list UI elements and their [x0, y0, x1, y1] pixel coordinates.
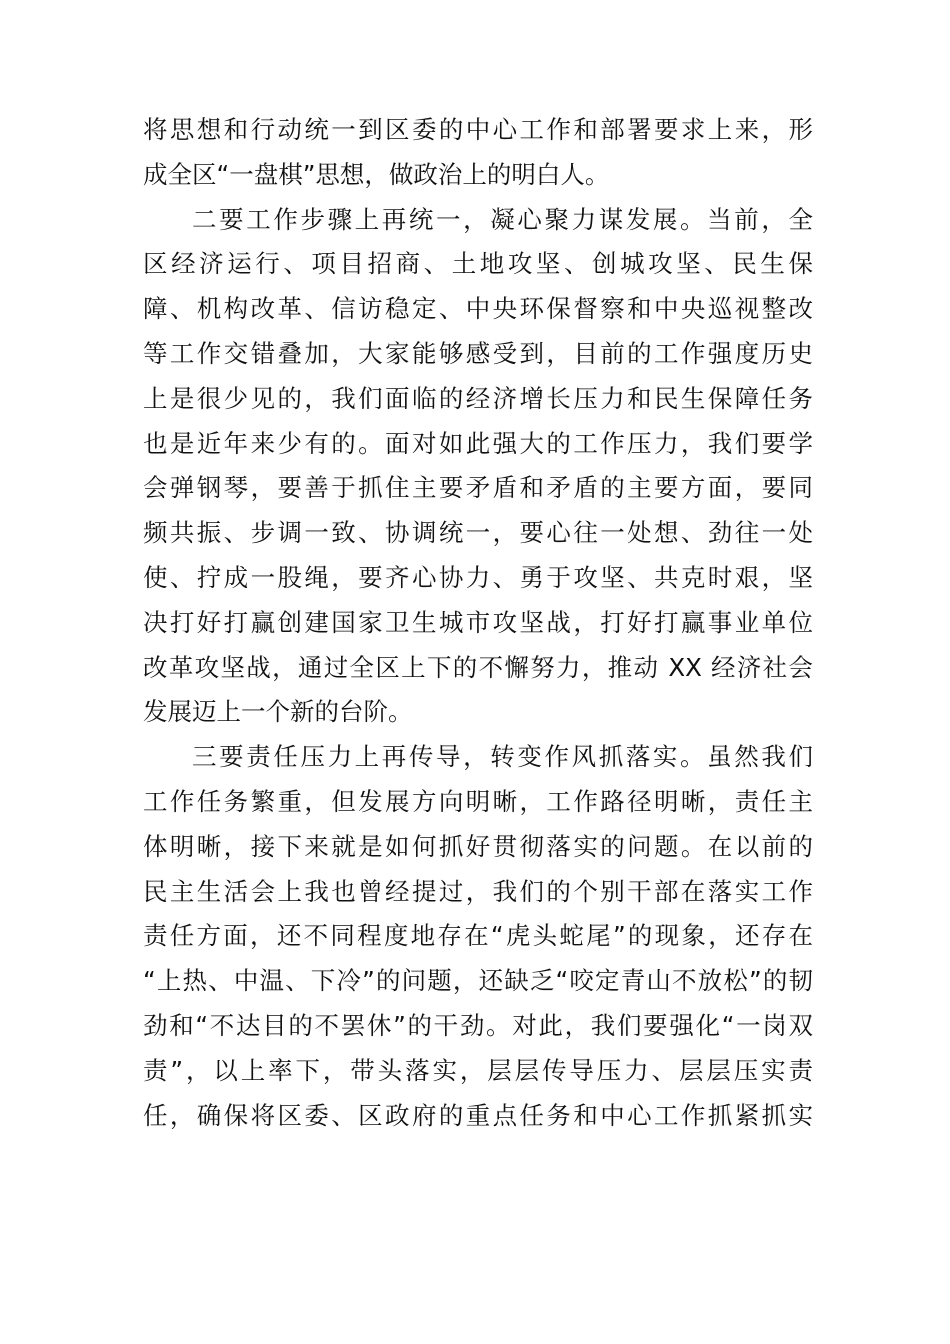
text-line: 频共振、步调一致、协调统一，要心往一处想、劲往一处 — [143, 518, 813, 548]
text-line: 责”，以上率下，带头落实，层层传导压力、层层压实责 — [143, 1055, 813, 1085]
text-line: 三要责任压力上再传导，转变作风抓落实。虽然我们 — [192, 742, 813, 772]
text-line: 也是近年来少有的。面对如此强大的工作压力，我们要学 — [143, 428, 813, 458]
text-line: 民主生活会上我也曾经提过，我们的个别干部在落实工作 — [143, 876, 813, 906]
text-line: 体明晰，接下来就是如何抓好贯彻落实的问题。在以前的 — [143, 831, 813, 861]
text-line: 工作任务繁重，但发展方向明晰，工作路径明晰，责任主 — [143, 786, 813, 816]
text-line: 决打好打赢创建国家卫生城市攻坚战，打好打赢事业单位 — [143, 607, 813, 637]
text-line: 将思想和行动统一到区委的中心工作和部署要求上来，形 — [143, 115, 813, 144]
text-line: 任，确保将区委、区政府的重点任务和中心工作抓紧抓实 — [143, 1100, 813, 1130]
document-body — [143, 108, 813, 1138]
text-line: 等工作交错叠加，大家能够感受到，目前的工作强度历史 — [143, 338, 813, 368]
text-line: 改革攻坚战，通过全区上下的不懈努力，推动 XX 经济社会 — [143, 652, 813, 682]
text-line: 使、拧成一股绳，要齐心协力、勇于攻坚、共克时艰，坚 — [143, 562, 813, 592]
text-line: 责任方面，还不同程度地存在“虎头蛇尾”的现象，还存在 — [143, 921, 813, 951]
text-line: “上热、中温、下冷”的问题，还缺乏“咬定青山不放松”的韧 — [143, 966, 813, 996]
text-line: 发展迈上一个新的台阶。 — [143, 697, 413, 727]
text-line: 上是很少见的，我们面临的经济增长压力和民生保障任务 — [143, 383, 813, 413]
text-line: 成全区“一盘棋”思想，做政治上的明白人。 — [143, 159, 610, 189]
text-line: 障、机构改革、信访稳定、中央环保督察和中央巡视整改 — [143, 294, 813, 324]
text-line: 二要工作步骤上再统一，凝心聚力谋发展。当前，全 — [192, 204, 813, 234]
text-line: 劲和“不达目的不罢休”的干劲。对此，我们要强化“一岗双 — [143, 1010, 813, 1040]
text-line: 会弹钢琴，要善于抓住主要矛盾和矛盾的主要方面，要同 — [143, 473, 813, 503]
text-line: 区经济运行、项目招商、土地攻坚、创城攻坚、民生保 — [143, 249, 813, 279]
